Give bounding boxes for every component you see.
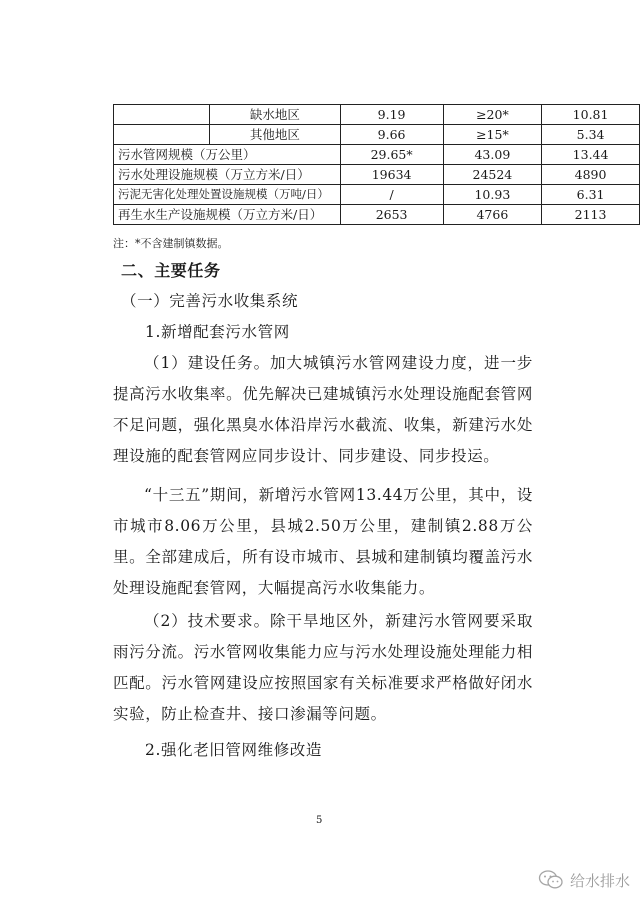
paragraph: （2）技术要求。除干旱地区外，新建污水管网要采取雨污分流。污水管网收集能力应与污水处理设施处理能力相匹配。污水管网建设应按照国家有关标准要求严格做好闭水实验，防止检查井、接口渗漏等问题。 <box>113 612 533 723</box>
item-heading: 1.新增配套污水管网 <box>145 323 290 341</box>
watermark-label: 给水排水 <box>569 871 630 890</box>
table-cell-value: 9.66 <box>340 125 443 145</box>
paragraph: （1）建设任务。加大城镇污水管网建设力度，进一步提高污水收集率。优先解决已建城镇污水处理设施配套管网不足问题，强化黑臭水体沿岸污水截流、收集，新建污水处理设施的配套管网应同步设计、同步建设、同步投运。 <box>113 354 533 465</box>
wechat-icon <box>538 869 564 891</box>
table-cell-value: 10.93 <box>443 185 542 205</box>
table-cell-blank <box>114 105 210 125</box>
section-heading: 二、主要任务 <box>121 261 221 280</box>
table-cell-subregion: 其他地区 <box>210 125 340 145</box>
table-cell-value: 5.34 <box>542 125 640 145</box>
table-cell-value: 9.19 <box>340 105 443 125</box>
table-row <box>114 185 640 205</box>
paragraph: “十三五”期间，新增污水管网13.44万公里，其中，设市城市8.06万公里，县城2.50万公里，建制镇2.88万公里。全部建成后，所有设市城市、县城和建制镇均覆盖污水处理设施配套管网，大幅提高污水收集能力。 <box>113 486 533 597</box>
table-cell-blank <box>114 125 210 145</box>
table-cell-value: ≥20* <box>443 105 542 125</box>
table-cell-value: 13.44 <box>542 145 640 165</box>
data-table <box>113 104 640 225</box>
table-cell-value: 4890 <box>542 165 640 185</box>
table-cell-subregion: 缺水地区 <box>210 105 340 125</box>
table-cell-value: 19634 <box>340 165 443 185</box>
table-cell-value: / <box>340 185 443 205</box>
table-cell-label: 污水处理设施规模（万立方米/日） <box>114 165 341 185</box>
table-cell-value: 2653 <box>340 205 443 225</box>
table-row <box>114 105 640 125</box>
table-cell-value: 43.09 <box>443 145 542 165</box>
table-note: 注：*不含建制镇数据。 <box>113 237 229 250</box>
table-cell-value: 29.65* <box>340 145 443 165</box>
table-cell-label: 污泥无害化处理处置设施规模（万吨/日） <box>114 185 341 205</box>
table-cell-value: 24524 <box>443 165 542 185</box>
subsection-heading: （一）完善污水收集系统 <box>121 292 299 310</box>
table-cell-label: 污水管网规模（万公里） <box>114 145 341 165</box>
table-row <box>114 205 640 225</box>
table-cell-value: 10.81 <box>542 105 640 125</box>
page-number: 5 <box>316 815 323 826</box>
table-cell-value: 6.31 <box>542 185 640 205</box>
table-cell-value: ≥15* <box>443 125 542 145</box>
table-row <box>114 125 640 145</box>
item-heading: 2.强化老旧管网维修改造 <box>145 741 322 759</box>
table-row <box>114 145 640 165</box>
table-cell-value: 2113 <box>542 205 640 225</box>
table-cell-value: 4766 <box>443 205 542 225</box>
watermark <box>538 869 630 891</box>
table-cell-label: 再生水生产设施规模（万立方米/日） <box>114 205 341 225</box>
table-row <box>114 165 640 185</box>
